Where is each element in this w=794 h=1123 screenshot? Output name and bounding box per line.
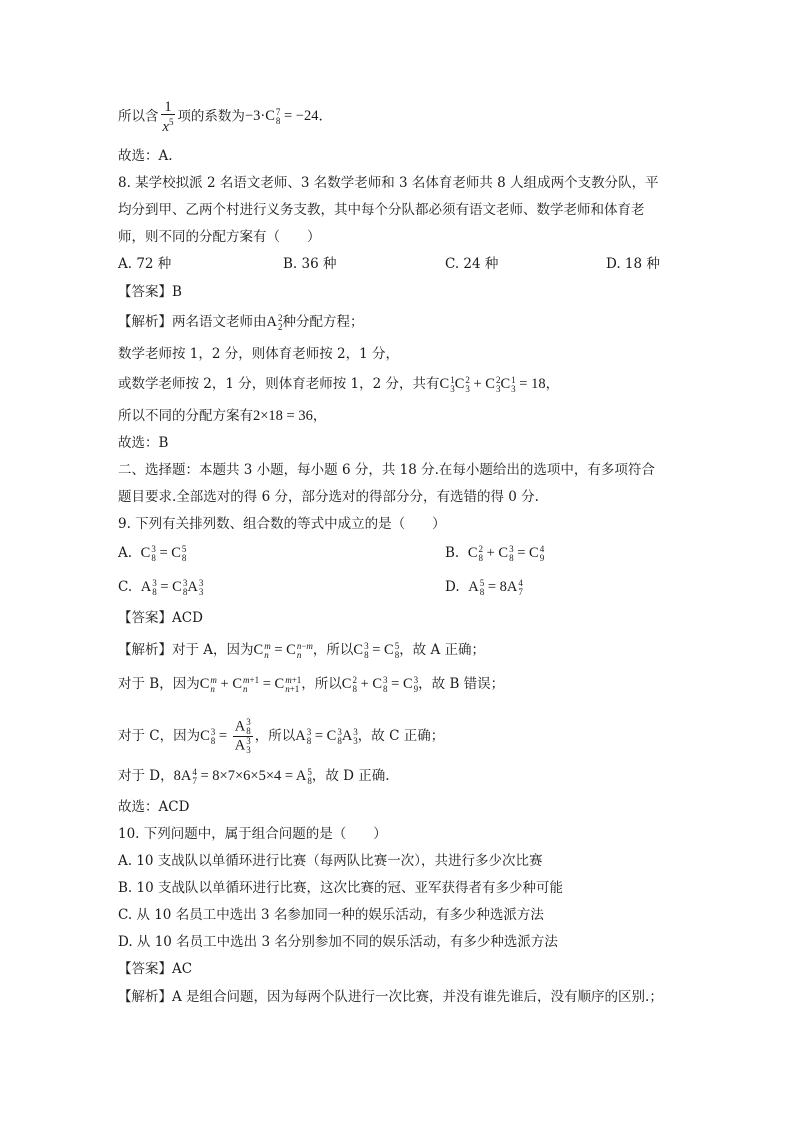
q8-choice: 故选：B [118, 435, 169, 451]
q9-answer: 【答案】ACD [118, 610, 203, 626]
section2-line1: 二、选择题：本题共 3 小题，每小题 6 分，共 18 分.在每小题给出的选项中，有多项符合 [118, 462, 655, 478]
q10-answer: 【答案】AC [118, 961, 193, 977]
q9-option-a: A. C 3 8 = C 5 8 [118, 543, 187, 563]
q9-option-d: D. A 5 8 = 8A 4 7 [445, 577, 523, 597]
q10-option-b: B. 10 支战队以单循环进行比赛，这次比赛的冠、亚军获得者有多少种可能 [118, 880, 563, 896]
q9-explanation-b: 对于 B，因为C m n + C m+1 n = C m+1 n+1 ，所以C 2 8 + C 3 8 = C 3 9 ，故 B 错误； [118, 674, 505, 694]
q9-explanation-d: 对于 D，8A 4 7 = 8×7×6×5×4 = A 5 8 ，故 D 正确. [118, 766, 390, 786]
q8-option-a: A. 72 种 [118, 256, 172, 272]
q10-explanation: 【解析】A 是组合问题，因为每两个队进行一次比赛，并没有谁先谁后，没有顺序的区别.； [118, 989, 663, 1005]
q10-option-a: A. 10 支战队以单循环进行比赛（每两队比赛一次），共进行多少次比赛 [118, 853, 543, 869]
section2-line2: 题目要求.全部选对的得 6 分，部分选对的得部分分，有选错的得 0 分. [118, 489, 539, 505]
q9-explanation-c: 对于 C，因为C 3 8 = A 3 8 A 3 3 ，所以A 3 8 = C 3 8 A 3 3 ，故 C 正确； [118, 717, 445, 756]
q8-stem-line2: 均分到甲、乙两个村进行义务支教，其中每个分队都必须有语文老师、数学老师和体育老 [118, 202, 645, 218]
q8-explanation-1: 【解析】两名语文老师由A 2 2 种分配方程； [118, 312, 364, 332]
q9-option-b: B. C 2 8 + C 3 8 = C 4 9 [445, 543, 545, 563]
intro-choice: 故选：A. [118, 148, 173, 164]
q8-answer: 【答案】B [118, 284, 182, 300]
q8-explanation-2: 数学老师按 1，2 分，则体育老师按 2，1 分， [118, 346, 400, 362]
q8-explanation-3: 或数学老师按 2，1 分，则体育老师按 1，2 分，共有C 1 3 C 2 3 + C 2 3 C 1 3 = 18， [118, 374, 560, 394]
q9-explanation-a: 【解析】对于 A，因为C m n = C n−m n ，所以C 3 8 = C 5 8 ，故 A 正确； [118, 640, 486, 660]
q10-option-c: C. 从 10 名员工中选出 3 名参加同一种的娱乐活动，有多少种选派方法 [118, 907, 544, 923]
q9-choice: 故选：ACD [118, 799, 190, 815]
q8-option-b: B. 36 种 [283, 256, 337, 272]
q8-stem-line3: 师，则不同的分配方案有（ ） [118, 229, 321, 245]
q8-stem-line1: 8. 某学校拟派 2 名语文老师、3 名数学老师和 3 名体育老师共 8 人组成两个支教分队，平 [118, 175, 659, 191]
q9-option-c: C. A 3 8 = C 3 8 A 3 3 [118, 577, 204, 597]
coefficient-line: 所以含 $\frac{1}{x^5}$ 项的系数为−3·C 7 8 = −24. [118, 99, 323, 135]
q10-stem: 10. 下列问题中，属于组合问题的是（ ） [118, 826, 387, 842]
q8-explanation-4: 所以不同的分配方案有2×18 = 36， [118, 408, 327, 424]
q10-option-d: D. 从 10 名员工中选出 3 名分别参加不同的娱乐活动，有多少种选派方法 [118, 934, 558, 950]
q9-stem: 9. 下列有关排列数、组合数的等式中成立的是（ ） [118, 516, 446, 532]
q8-option-c: C. 24 种 [445, 256, 499, 272]
fraction: $\frac{1}{x^5}$ [162, 99, 174, 135]
q8-option-d: D. 18 种 [606, 256, 660, 272]
